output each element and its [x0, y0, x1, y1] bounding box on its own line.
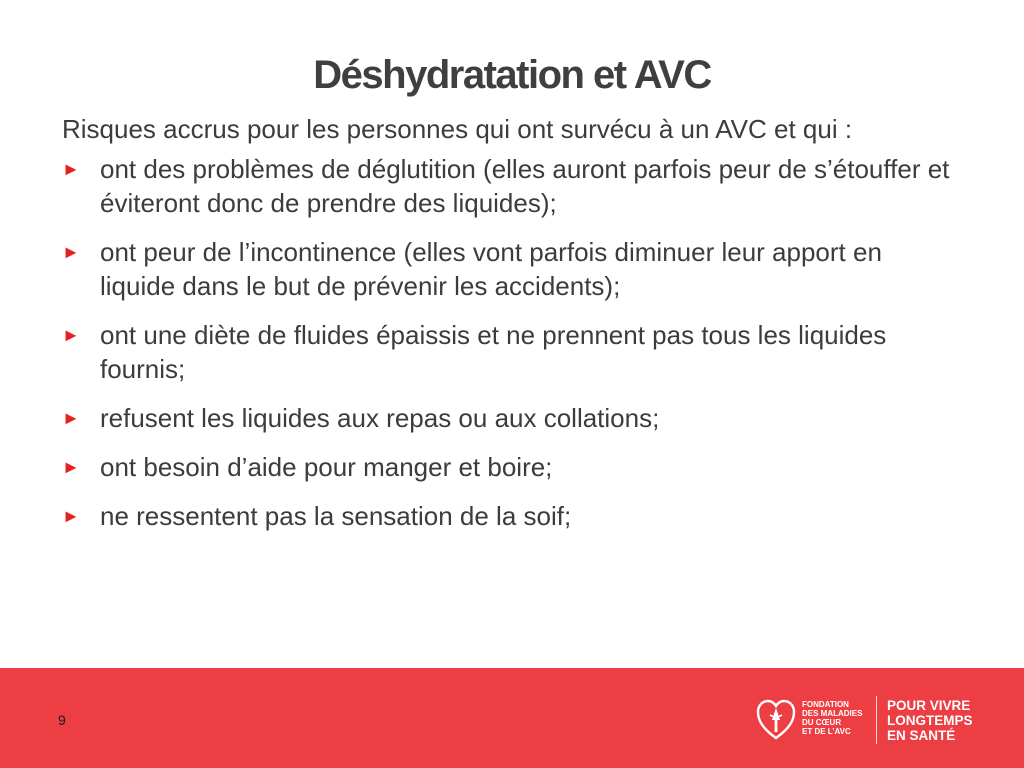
foundation-name: [802, 700, 872, 736]
list-item: [62, 152, 962, 220]
foundation-name-line: ET DE L’AVC: [802, 727, 851, 736]
list-item: [62, 401, 962, 435]
page-number: 9: [58, 712, 66, 728]
list-item-text: ont peur de l’incontinence (elles vont parfois diminuer leur apport en liquide dans le but de prévenir les accidents);: [100, 237, 882, 301]
logo-tagline: [887, 698, 1007, 743]
logo-divider: [876, 696, 877, 744]
tagline-line: POUR VIVRE: [887, 698, 971, 713]
list-item: [62, 318, 962, 386]
bullet-arrow-icon: ►: [62, 159, 80, 179]
foundation-name-line: DES MALADIES: [802, 709, 863, 718]
footer-bar: [0, 668, 1024, 768]
tagline-line: LONGTEMPS: [887, 713, 973, 728]
list-item-text: ont besoin d’aide pour manger et boire;: [100, 452, 553, 482]
list-item-text: ont une diète de fluides épaissis et ne prennent pas tous les liquides fournis;: [100, 320, 887, 384]
foundation-name-line: FONDATION: [802, 700, 849, 709]
slide-body: [62, 112, 962, 548]
list-item-text: ne ressentent pas la sensation de la soif;: [100, 501, 572, 531]
bullet-list: [62, 152, 962, 533]
bullet-arrow-icon: ►: [62, 408, 80, 428]
list-item: [62, 235, 962, 303]
foundation-logo: [756, 694, 1006, 746]
intro-text: Risques accrus pour les personnes qui ont survécu à un AVC et qui :: [62, 114, 853, 144]
bullet-arrow-icon: ►: [62, 325, 80, 345]
list-item-text: ont des problèmes de déglutition (elles auront parfois peur de s’étouffer et éviteront donc de prendre des liquides);: [100, 154, 950, 218]
list-item: [62, 499, 962, 533]
bullet-arrow-icon: ►: [62, 242, 80, 262]
tagline-line: EN SANTÉ: [887, 728, 956, 743]
list-item-text: refusent les liquides aux repas ou aux collations;: [100, 403, 660, 433]
list-item: [62, 450, 962, 484]
foundation-name-line: DU CŒUR: [802, 718, 842, 727]
bullet-arrow-icon: ►: [62, 506, 80, 526]
bullet-arrow-icon: ►: [62, 457, 80, 477]
slide-title: Déshydratation et AVC: [313, 53, 711, 97]
heart-torch-icon: [756, 698, 796, 742]
